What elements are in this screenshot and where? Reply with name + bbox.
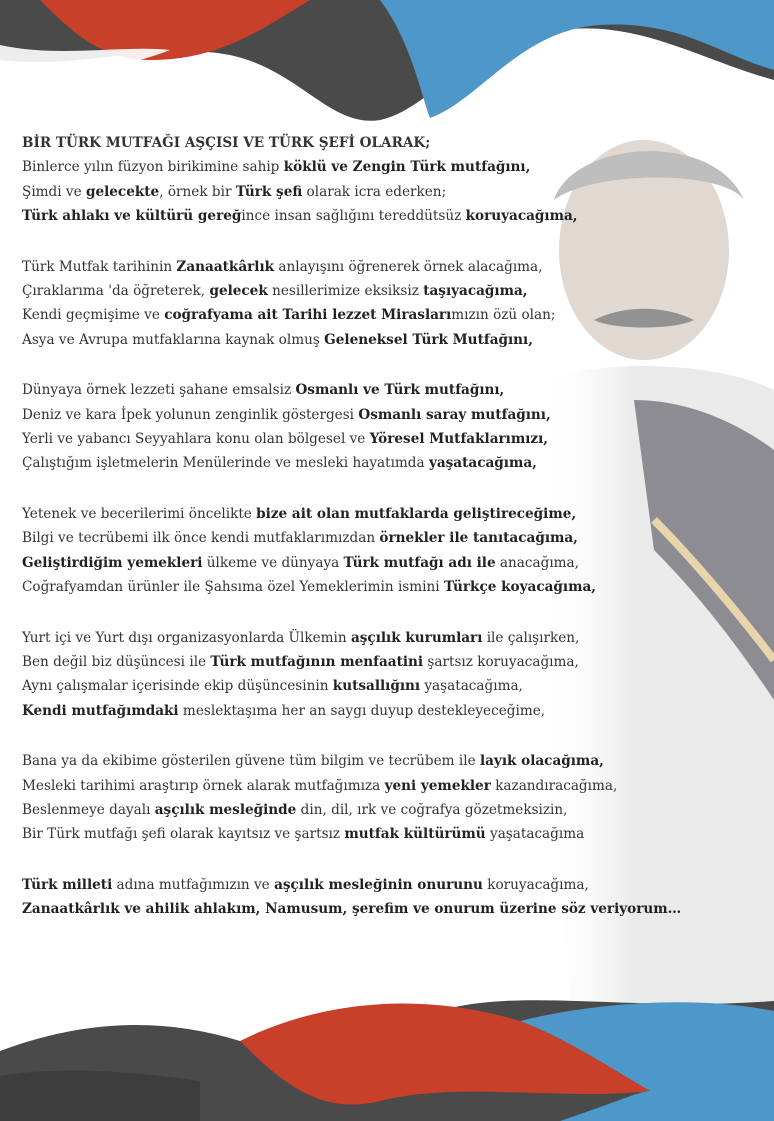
text-line: Beslenmeye dayalı aşçılık mesleğinde din, dil, ırk ve coğrafya gözetmeksizin, [22,801,568,818]
paragraph-3 [22,378,762,476]
text-line: Coğrafyamdan ürünler ile Şahsıma özel Yemeklerimin ismini Türkçe koyacağıma, [22,579,596,596]
text-line: Türk ahlakı ve kültürü gereğince insan sağlığını tereddütsüz koruyacağıma, [22,208,578,225]
text-line: Zanaatkârlık ve ahilik ahlakım, Namusum, şerefim ve onurum üzerine söz veriyorum… [22,901,682,918]
text-line: Dünyaya örnek lezzeti şahane emsalsiz Osmanlı ve Türk mutfağını, [22,382,505,399]
text-line: Bilgi ve tecrübemi ilk önce kendi mutfaklarımızdan örnekler ile tanıtacağıma, [22,530,578,547]
text-line: Bir Türk mutfağı şefi olarak kayıtsız ve şartsız mutfak kültürümü yaşatacağıma [22,826,585,843]
paragraph-7 [22,873,762,922]
paragraph-5 [22,626,762,724]
text-line: Ben değil biz düşüncesi ile Türk mutfağının menfaatini şartsız koruyacağıma, [22,653,579,670]
text-line: Yetenek ve becerilerimi öncelikte bize ait olan mutfaklarda geliştireceğime, [22,505,577,522]
text-line: Yurt içi ve Yurt dışı organizasyonlarda Ülkemin aşçılık kurumları ile çalışırken, [22,629,580,646]
text-line: Binlerce yılın füzyon birikimine sahip köklü ve Zengin Türk mutfağını, [22,159,531,176]
bottom-wave-decoration [0,981,774,1121]
text-line: Mesleki tarihimi araştırıp örnek alarak mutfağımıza yeni yemekler kazandıracağıma, [22,777,618,794]
text-line: Şimdi ve gelecekte, örnek bir Türk şefi olarak icra ederken; [22,183,447,200]
text-line: Yerli ve yabancı Seyyahlara konu olan bölgesel ve Yöresel Mutfaklarımızı, [22,431,549,448]
oath-title: BİR TÜRK MUTFAĞI AŞÇISI VE TÜRK ŞEFİ OLARAK; [22,135,431,151]
text-line: Aynı çalışmalar içerisinde ekip düşüncesinin kutsallığını yaşatacağıma, [22,678,523,695]
text-line: Bana ya da ekibime gösterilen güvene tüm bilgim ve tecrübem ile layık olacağıma, [22,753,604,770]
paragraph-4 [22,502,762,600]
text-line: Çalıştığım işletmelerin Menülerinde ve mesleki hayatımda yaşatacağıma, [22,455,537,472]
paragraph-1 [22,155,762,228]
text-line: Türk Mutfak tarihinin Zanaatkârlık anlayışını öğrenerek örnek alacağıma, [22,258,543,275]
text-line: Kendi geçmişime ve coğrafyama ait Tarihi lezzet Miraslarımızın özü olan; [22,307,556,324]
text-line: Çıraklarıma 'da öğreterek, gelecek nesillerimize eksiksiz taşıyacağıma, [22,283,528,300]
paragraph-2 [22,255,762,353]
oath-text [22,131,762,948]
paragraph-6 [22,749,762,847]
text-line: Asya ve Avrupa mutfaklarına kaynak olmuş Geleneksel Türk Mutfağını, [22,331,533,348]
text-line: Kendi mutfağımdaki meslektaşıma her an saygı duyup destekleyeceğime, [22,702,546,719]
text-line: Geliştirdiğim yemekleri ülkeme ve dünyaya Türk mutfağı adı ile anacağıma, [22,554,579,571]
text-line: Türk milleti adına mutfağımızın ve aşçılık mesleğinin onurunu koruyacağıma, [22,876,589,893]
text-line: Deniz ve kara İpek yolunun zenginlik göstergesi Osmanlı saray mutfağını, [22,406,551,423]
top-wave-decoration [0,0,774,130]
